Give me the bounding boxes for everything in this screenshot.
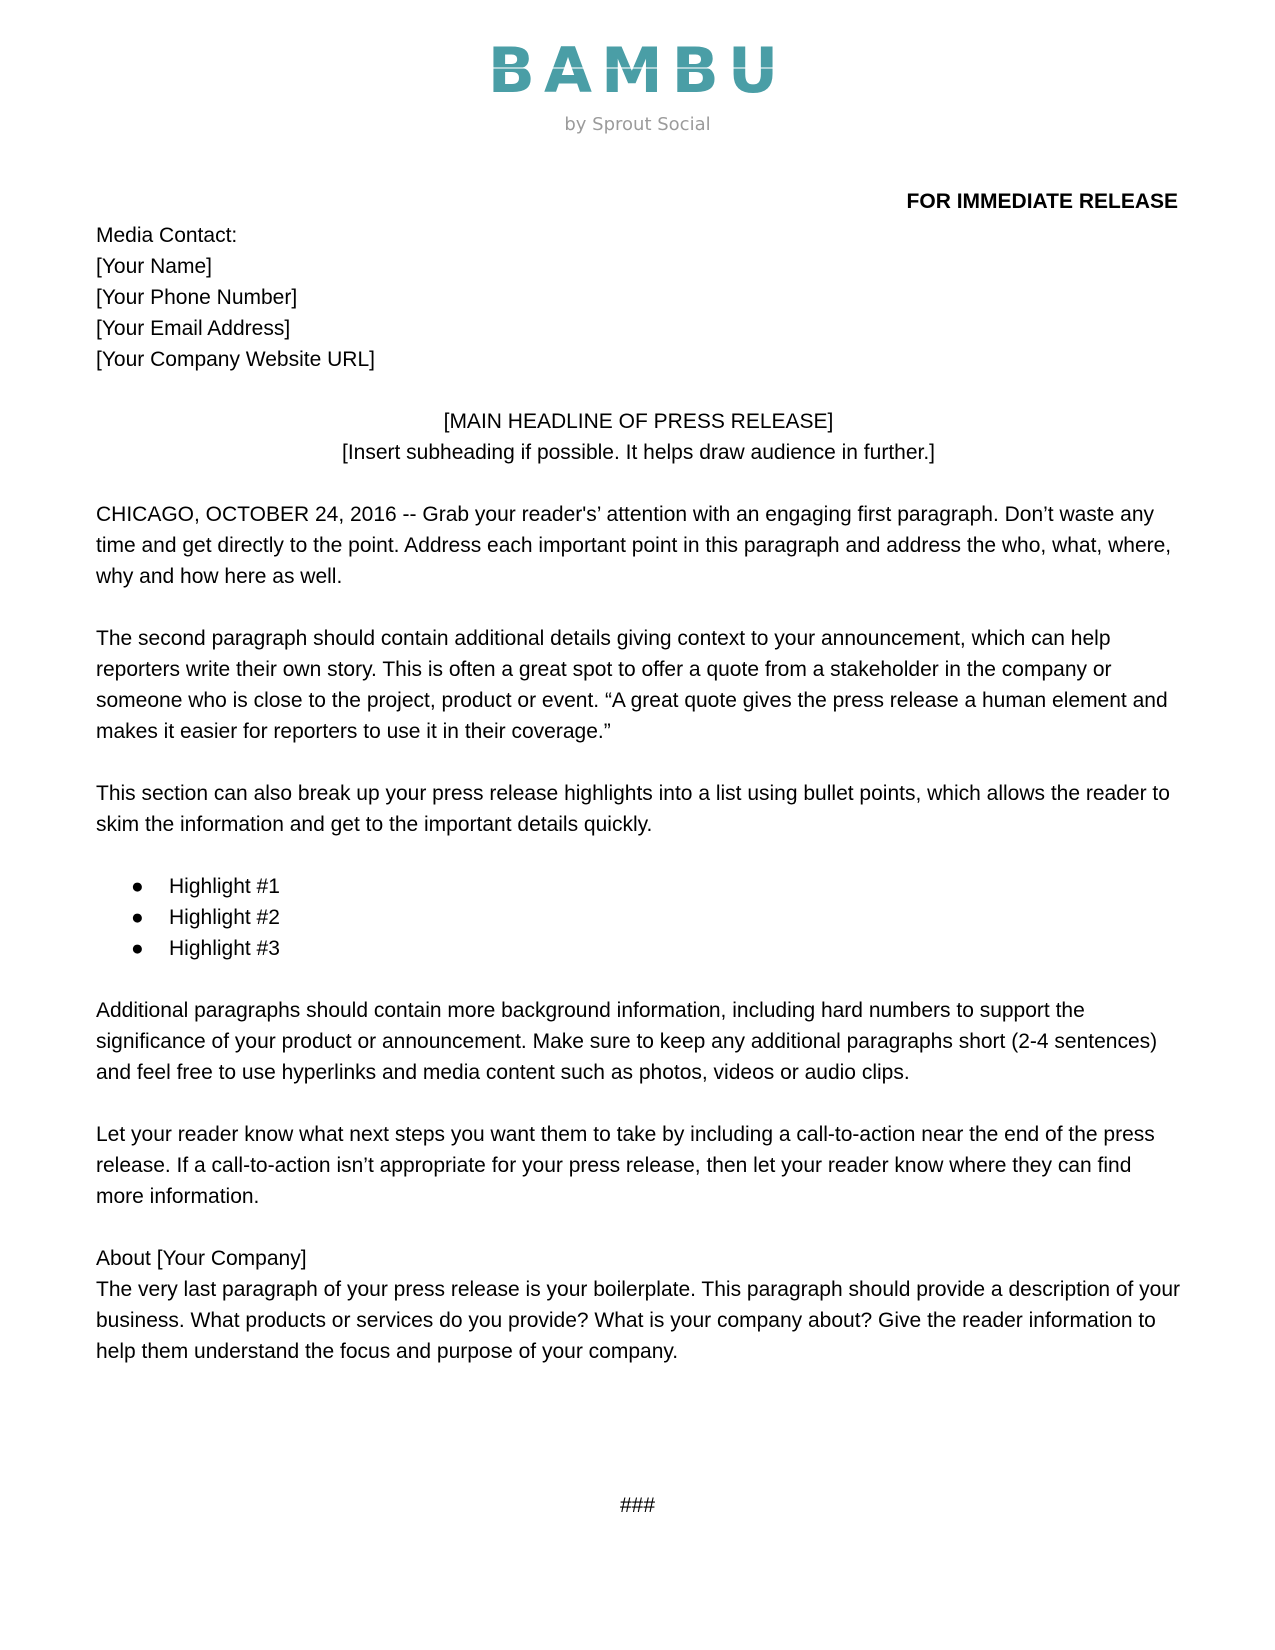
contact-name: [Your Name] [96, 255, 212, 278]
subheadline: [Insert subheading if possible. It helps draw audience in further.] [341, 441, 936, 464]
bullet-icon: ● [131, 875, 144, 898]
press-release-body [96, 220, 1181, 1367]
highlight-text: Highlight #2 [169, 906, 280, 929]
list-item [131, 933, 1181, 964]
list-item [131, 902, 1181, 933]
paragraph-call-to-action: Let your reader know what next steps you want them to take by including a call-to-action near the end of the press release. If a call-to-action isn’t appropriate for your press release, then let your reader know where they can find more information. [96, 1123, 1155, 1208]
list-item [131, 871, 1181, 902]
about-body: The very last paragraph of your press release is your boilerplate. This paragraph should provide a description of your business. What products or services do you provide? What is your company about? Give the reader information to help them understand the focus and purpose of your company. [96, 1278, 1181, 1363]
paragraph-lead: CHICAGO, OCTOBER 24, 2016 -- Grab your reader's’ attention with an engaging first paragraph. Don’t waste any time and get directly to the point. Address each important point in this paragraph and address the who, what, where, why and how here as well. [96, 503, 1172, 588]
brand-logo [0, 34, 1275, 135]
contact-website: [Your Company Website URL] [96, 348, 375, 371]
contact-email: [Your Email Address] [96, 317, 291, 340]
bullet-icon: ● [131, 937, 144, 960]
headline-block [96, 406, 1181, 468]
media-contact [96, 220, 1181, 375]
logo-wordmark [487, 34, 788, 107]
main-headline: [MAIN HEADLINE OF PRESS RELEASE] [443, 410, 834, 433]
about-heading: About [Your Company] [96, 1247, 307, 1270]
logo-wordmark-text: BAMBU [487, 34, 788, 107]
logo-tagline: by Sprout Social [564, 114, 711, 135]
release-tag: FOR IMMEDIATE RELEASE [906, 190, 1178, 213]
about-section [96, 1243, 1181, 1367]
highlights-list [96, 871, 1181, 964]
bullet-icon: ● [131, 906, 144, 929]
paragraph-highlights-intro: This section can also break up your press release highlights into a list using bullet points, which allows the reader to skim the information and get to the important details quickly. [96, 782, 1170, 836]
contact-phone: [Your Phone Number] [96, 286, 298, 309]
highlight-text: Highlight #1 [169, 875, 280, 898]
paragraph-background: Additional paragraphs should contain more background information, including hard numbers to support the significance of your product or announcement. Make sure to keep any additional paragraphs short (2-4 sentences) and feel free to use hyperlinks and media content such as photos, videos or audio clips. [96, 999, 1158, 1084]
end-mark: ### [619, 1494, 656, 1517]
paragraph-context: The second paragraph should contain additional details giving context to your announcement, which can help reporters write their own story. This is often a great spot to offer a quote from a stakeholder in the company or someone who is close to the project, product or event. “A great quote gives the press release a human element and makes it easier for reporters to use it in their coverage.” [96, 627, 1168, 743]
media-contact-heading: Media Contact: [96, 224, 238, 247]
highlight-text: Highlight #3 [169, 937, 280, 960]
logo-stripe [488, 67, 779, 79]
